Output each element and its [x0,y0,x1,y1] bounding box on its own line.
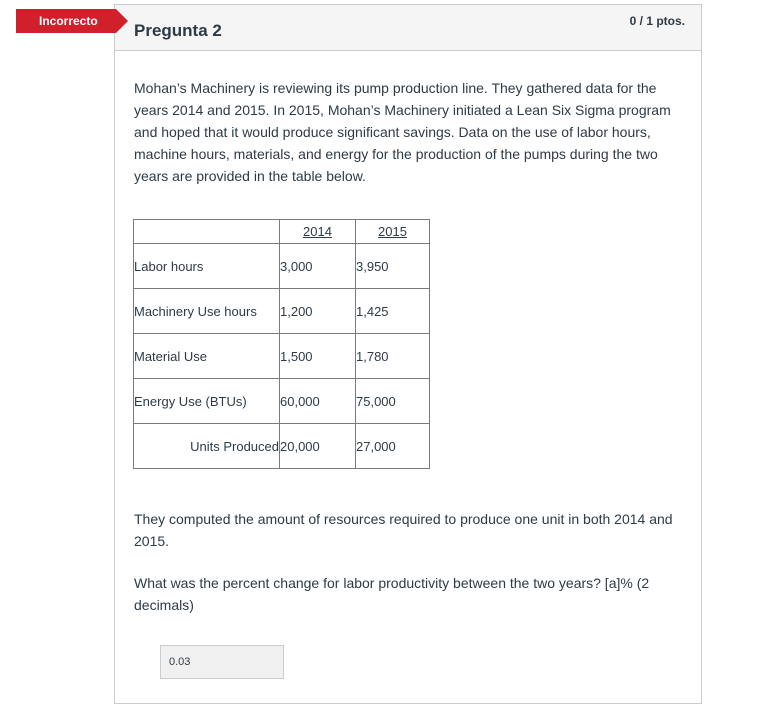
table-row-label: Material Use [134,334,280,379]
question-header [115,5,701,51]
table-row [134,424,430,469]
table-cell: 1,200 [280,289,356,334]
answer-field[interactable]: 0.03 [160,645,284,679]
question-paragraph-intro: Mohan’s Machinery is reviewing its pump production line. They gathered data for the years 2014 and 2015. In 2015, Mohan’s Machinery initiated a Lean Six Sigma program and hoped that it would produce significant savings. Data on the use of labor hours, machine hours, materials, and energy for the production of the pumps during the two years are provided in the table below. [134,80,671,184]
question-points: 0 / 1 ptos. [629,14,685,28]
table-header-row [134,220,430,244]
table-row [134,334,430,379]
table-cell: 1,780 [356,334,430,379]
table-row [134,244,430,289]
table-cell: 27,000 [356,424,430,469]
question-paragraph-computed: They computed the amount of resources required to produce one unit in both 2014 and 2015. [134,511,673,549]
table-row [134,379,430,424]
table-cell: 60,000 [280,379,356,424]
table-row-label: Labor hours [134,244,280,289]
table-cell: 3,950 [356,244,430,289]
table-row-label: Machinery Use hours [134,289,280,334]
table-cell: 1,500 [280,334,356,379]
table-row-label: Energy Use (BTUs) [134,379,280,424]
production-data-table [133,219,430,469]
table-row [134,289,430,334]
table-cell: 20,000 [280,424,356,469]
incorrect-badge-arrow [116,9,128,33]
table-cell: 75,000 [356,379,430,424]
incorrect-badge-label: Incorrecto [39,14,98,28]
incorrect-badge [16,9,116,33]
question-card [114,4,702,704]
table-row-label: Units Produced [134,424,280,469]
table-header-cell: 2014 [280,220,356,244]
table-header-cell: 2015 [356,220,430,244]
table-cell: 3,000 [280,244,356,289]
question-title: Pregunta 2 [134,21,222,40]
table-cell: 1,425 [356,289,430,334]
table-header-cell [134,220,280,244]
question-prompt: What was the percent change for labor productivity between the two years? [a]% (2 decimals) [134,575,650,613]
